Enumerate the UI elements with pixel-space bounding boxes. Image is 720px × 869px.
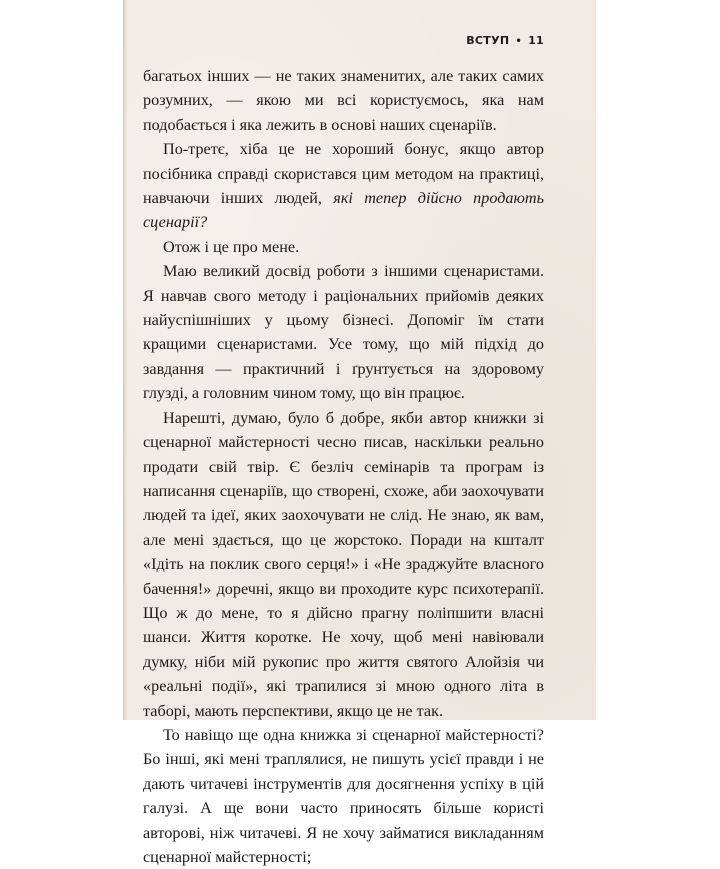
- header-separator: •: [515, 36, 523, 47]
- paragraph-4: Маю великий досвід роботи з іншими сценаристами. Я навчав свого методу і раціональних прийомів деяких найуспішніших у цьому бізнесі. Допоміг їм стати кращими сценаристами. Усе тому, що мій підхід до завдання — практичний і ґрунтується на здоровому глузді, а головним чином тому, що він працює.: [143, 262, 544, 403]
- paragraph-2-text: По-третє, хіба це не хороший бонус, якщо автор посібника справді скористався цим методом на практиці, навчаючи інших людей,: [143, 140, 544, 208]
- paragraph-3: Отож і це про мене.: [163, 237, 300, 256]
- body-text: [143, 64, 544, 869]
- section-title: ВСТУП: [466, 34, 510, 47]
- paragraph-2-italic: які тепер дійсно продають сценарії?: [143, 189, 544, 232]
- page-number: 11: [528, 34, 544, 47]
- running-head: [466, 34, 544, 47]
- paragraph-5: Нарешті, думаю, було б добре, якби автор книжки зі сценарної майстерності чесно писав, наскільки реально продати свій твір. Є безліч семінарів та програм із написання сценаріїв, що створені, схоже, аби заохочувати людей та ідеї, яких заохочувати не слід. Не знаю, як вам, але мені здається, що це жорстоко. Поради на кшталт «Ідіть на поклик свого серця!» і «Не зраджуйте власного бачення!» доречні, якщо ви проходите курс психотерапії. Що ж до мене, то я дійсно прагну поліпшити власні шанси. Життя коротке. Не хочу, щоб мені навіювали думку, ніби мій рукопис про життя святого Алойзія чи «реальні події», які трапилися зі мною одного літа в таборі, мають перспективи, якщо це не так.: [143, 408, 544, 720]
- book-page: [123, 0, 596, 866]
- paragraph-2: [143, 137, 544, 235]
- paragraph-6: То навіщо ще одна книжка зі сценарної майстерності? Бо інші, які мені траплялися, не пишуть усієї правди і не дають читачеві інструментів для досягнення успіху в цій галузі. А ще вони часто приносять більше користі авторові, ніж читачеві. Я не хочу займатися викладанням сценарної майстерності;: [143, 725, 544, 866]
- paragraph-1: багатьох інших — не таких знаменитих, але таких самих розумних, — якою ми всі користуємось, яка нам подобається і яка лежить в основі наших сценаріїв.: [143, 67, 544, 134]
